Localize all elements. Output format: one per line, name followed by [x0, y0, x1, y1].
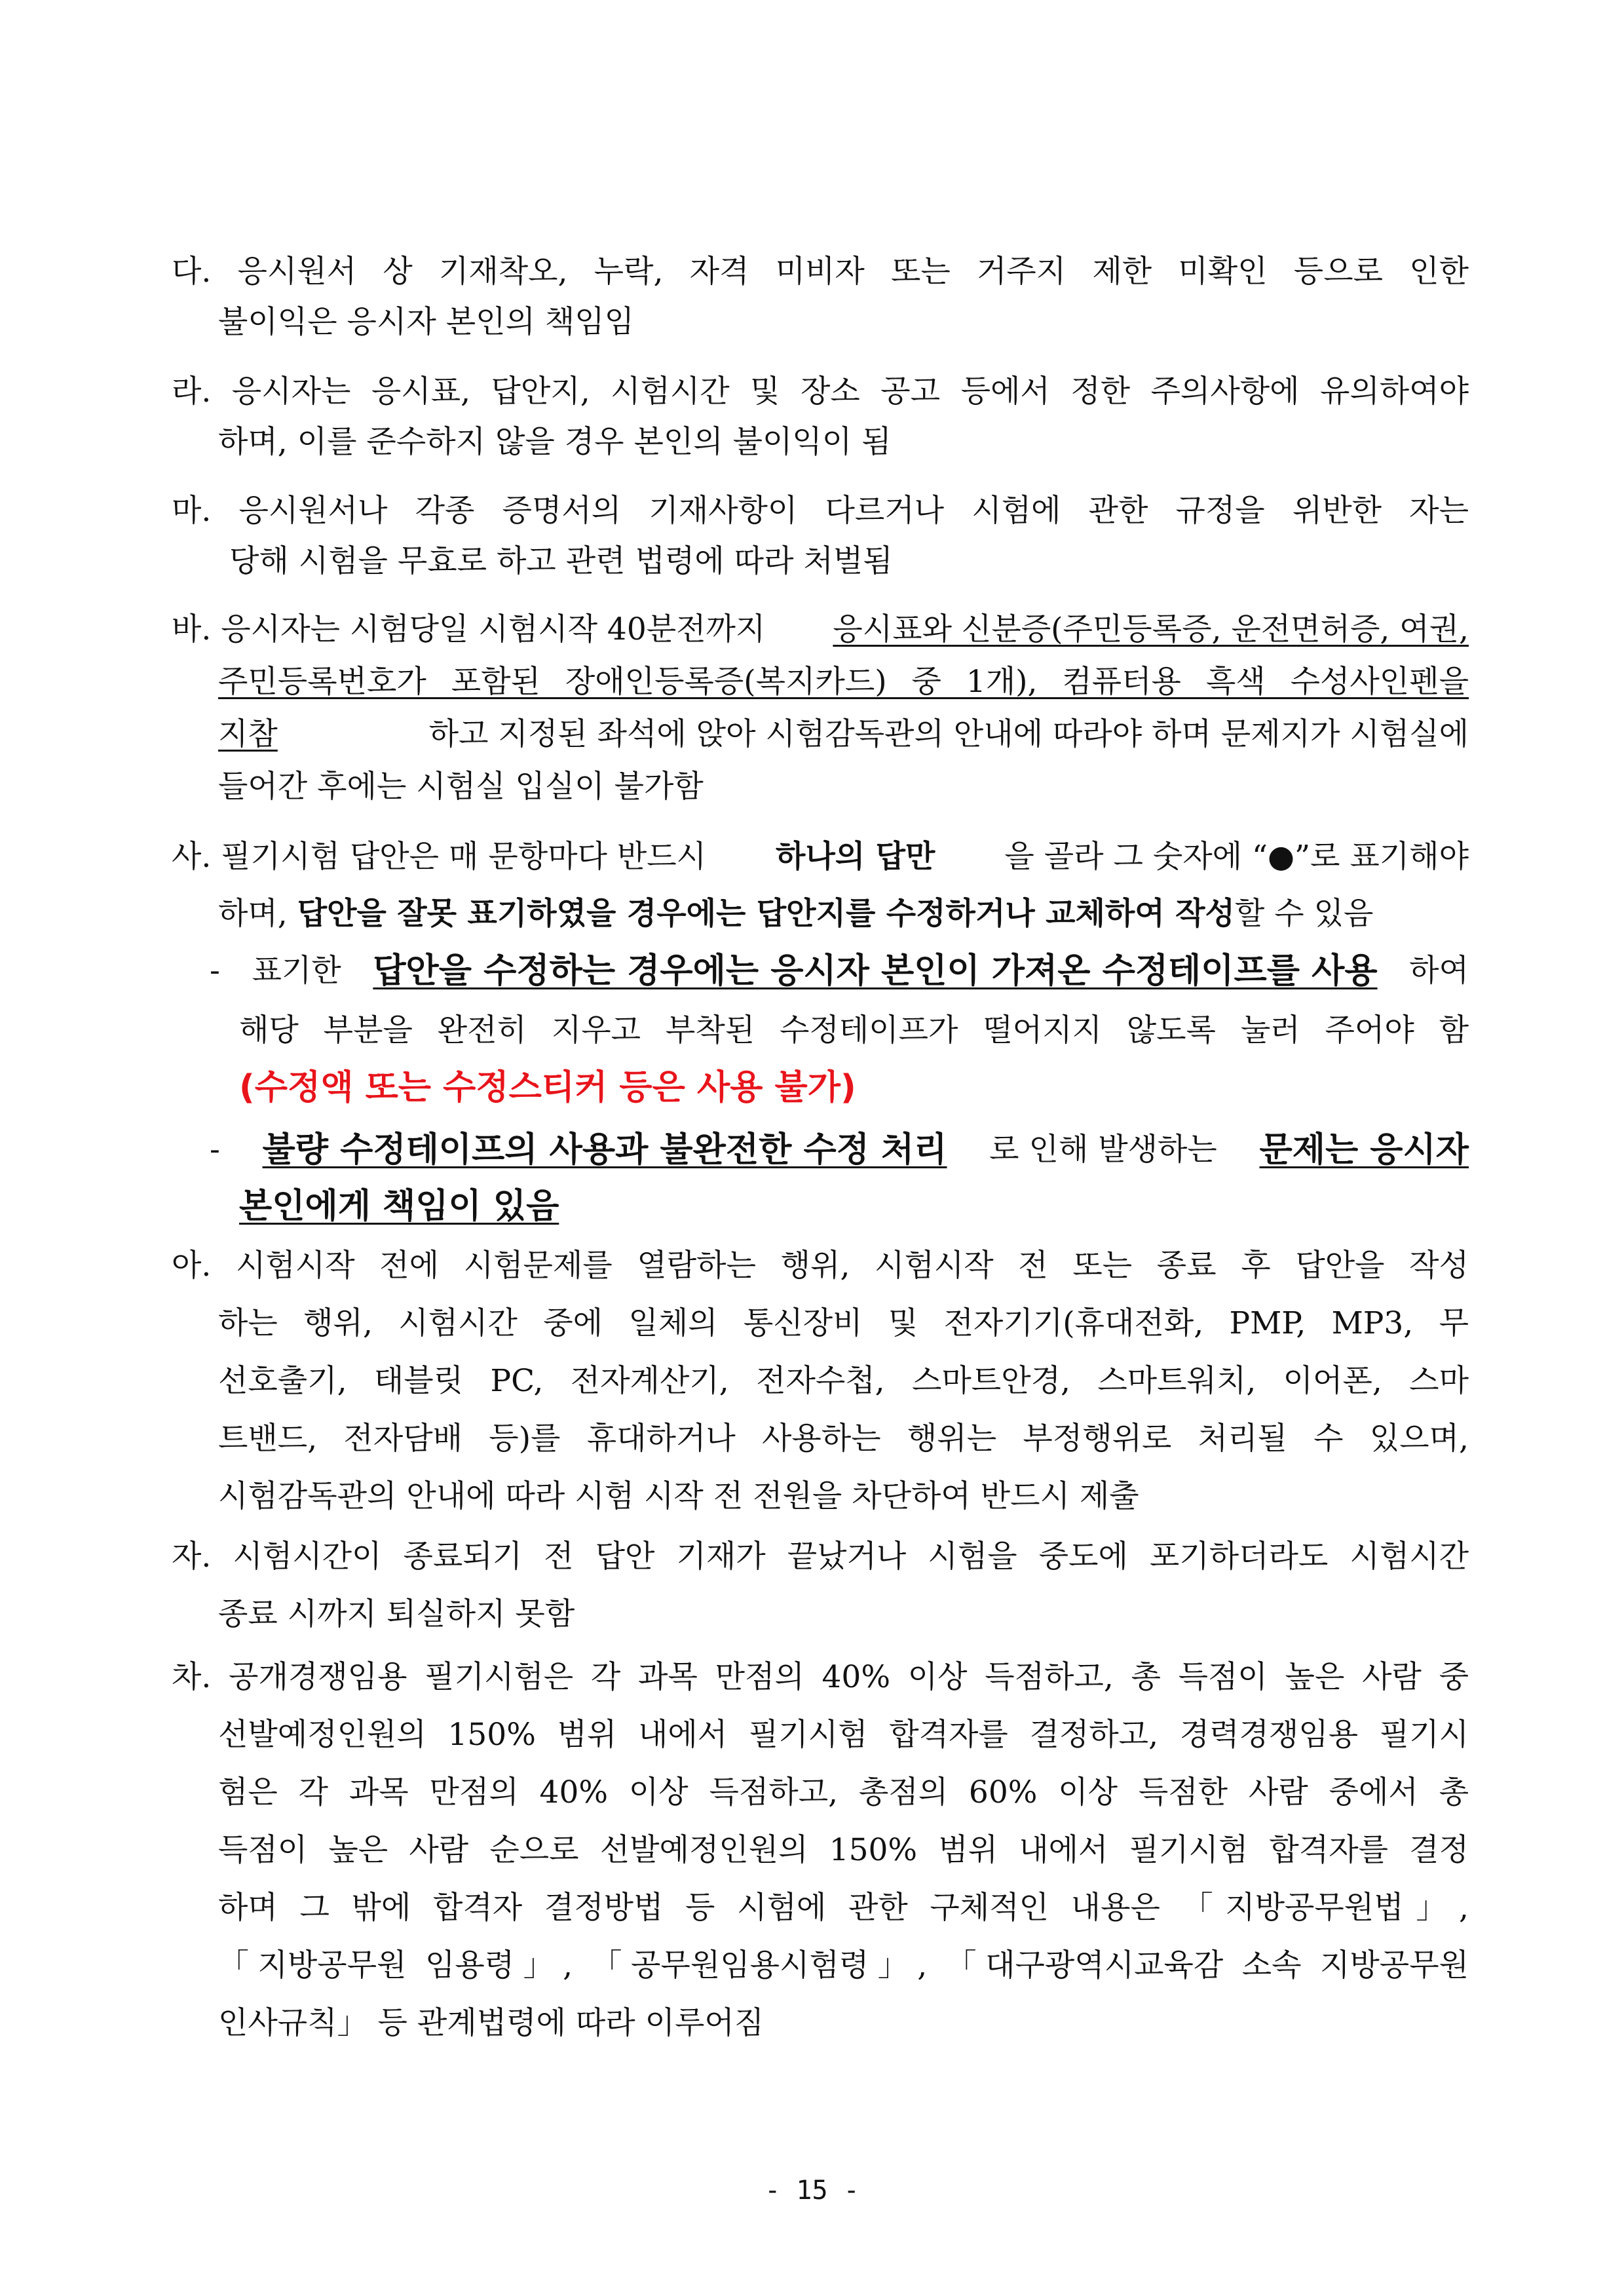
item-sa-sub2-bold-underlined: 불량 수정테이프의 사용과 불완전한 수정 처리 — [262, 1130, 947, 1170]
item-da-line-2: 불이익은 응시자 본인의 책임임 — [218, 304, 635, 340]
item-sa-sub1-bold-underlined: 답안을 수정하는 경우에는 응시자 본인이 가져온 수정테이프를 사용 — [373, 951, 1378, 991]
item-sa-sub1-line-1 — [210, 951, 1469, 991]
item-sa-line-1-text: 사. 필기시험 답안은 매 문항마다 반드시 — [172, 839, 707, 875]
item-ja-line-1: 자. 시험시간이 종료되기 전 답안 기재가 끝났거나 시험을 중도에 포기하더라도 시험시간 — [172, 1539, 1469, 1575]
item-cha-line-3: 험은 각 과목 만점의 40% 이상 득점하고, 총점의 60% 이상 득점한 사람 중에서 총 — [218, 1774, 1469, 1810]
item-ba-line-2: 주민등록번호가 포함된 장애인등록증(복지카드) 중 1개), 컴퓨터용 흑색 수성사인펜을 — [218, 664, 1469, 700]
item-ba-line-4: 들어간 후에는 시험실 입실이 불가함 — [218, 769, 704, 805]
item-ma-line-2: 당해 시험을 무효로 하고 관련 법령에 따라 처벌됨 — [229, 543, 893, 579]
item-ba-line-3 — [218, 715, 1469, 754]
item-sa-line-1-bold: 하나의 답만 — [776, 839, 935, 875]
item-sa-sub1-tail: 하여 — [1409, 953, 1469, 989]
item-cha-line-1: 차. 공개경쟁임용 필기시험은 각 과목 만점의 40% 이상 득점하고, 총 득점이 높은 사람 중 — [172, 1659, 1469, 1695]
item-sa-sub2-line-2: 본인에게 책임이 있음 — [239, 1187, 559, 1226]
item-a-line-1: 아. 시험시작 전에 시험문제를 열람하는 행위, 시험시작 전 또는 종료 후 답안을 작성 — [172, 1248, 1469, 1284]
item-a-line-2: 하는 행위, 시험시간 중에 일체의 통신장비 및 전자기기(휴대전화, PMP, MP3, 무 — [218, 1305, 1469, 1341]
item-cha-line-7: 인사규칙」 등 관계법령에 따라 이루어짐 — [218, 2005, 765, 2041]
item-sa-sub2-bold-underlined-2: 문제는 응시자 — [1259, 1130, 1469, 1170]
item-sa-line-1 — [172, 837, 1469, 877]
item-ra-line-2: 하며, 이를 준수하지 않을 경우 본인의 불이익이 됨 — [218, 424, 892, 460]
item-ja-line-2: 종료 시까지 퇴실하지 못함 — [218, 1596, 575, 1632]
item-sa-line-2-text: 하며, — [218, 896, 297, 932]
item-cha-line-4: 득점이 높은 사람 순으로 선발예정인원의 150% 범위 내에서 필기시험 합격자를 결정 — [218, 1832, 1469, 1868]
item-sa-sub2-line-1 — [210, 1130, 1469, 1170]
item-ba-line-3-underlined: 지참 — [218, 716, 278, 752]
item-ba-line-1-text: 바. 응시자는 시험당일 시험시작 40분전까지 — [172, 611, 766, 647]
item-ba-line-1 — [172, 610, 1469, 649]
item-sa-sub1-warning: (수정액 또는 수정스티커 등은 사용 불가) — [239, 1068, 856, 1107]
item-sa-sub1-text: 표기한 — [252, 953, 341, 989]
item-sa-sub2-text: 로 인해 발생하는 — [989, 1132, 1217, 1168]
item-sa-line-2-tail: 할 수 있음 — [1234, 896, 1374, 932]
item-sa-sub1-line-2: 해당 부분을 완전히 지우고 부착된 수정테이프가 떨어지지 않도록 눌러 주어야 함 — [239, 1012, 1469, 1048]
item-sa-sub2-dash: - — [210, 1132, 220, 1168]
item-sa-line-2 — [218, 894, 1373, 934]
item-sa-sub1-dash: - — [210, 953, 220, 989]
item-sa-line-2-bold: 답안을 잘못 표기하였을 경우에는 답안지를 수정하거나 교체하여 작성 — [297, 896, 1235, 932]
item-cha-line-6: 「지방공무원 임용령」, 「공무원임용시험령」, 「대구광역시교육감 소속 지방공무원 — [218, 1947, 1469, 1983]
item-ba-line-3-text: 하고 지정된 좌석에 앉아 시험감독관의 안내에 따라야 하며 문제지가 시험실에 — [428, 716, 1469, 752]
item-cha-line-5: 하며 그 밖에 합격자 결정방법 등 시험에 관한 구체적인 내용은 「지방공무원법」, — [218, 1890, 1469, 1926]
item-a-line-3: 선호출기, 태블릿 PC, 전자계산기, 전자수첩, 스마트안경, 스마트워치, 이어폰, 스마 — [218, 1363, 1469, 1399]
item-cha-line-2: 선발예정인원의 150% 범위 내에서 필기시험 합격자를 결정하고, 경력경쟁임용 필기시 — [218, 1717, 1469, 1753]
item-da-line-1: 다. 응시원서 상 기재착오, 누락, 자격 미비자 또는 거주지 제한 미확인 등으로 인한 — [172, 254, 1469, 290]
item-ba-line-1-underlined: 응시표와 신분증(주민등록증, 운전면허증, 여권, — [833, 611, 1469, 647]
item-sa-line-1-tail: 을 골라 그 숫자에 “●”로 표기해야 — [1004, 839, 1469, 875]
item-a-line-5: 시험감독관의 안내에 따라 시험 시작 전 전원을 차단하여 반드시 제출 — [218, 1478, 1139, 1514]
item-ra-line-1: 라. 응시자는 응시표, 답안지, 시험시간 및 장소 공고 등에서 정한 주의사항에 유의하여야 — [172, 373, 1469, 410]
item-ma-line-1: 마. 응시원서나 각종 증명서의 기재사항이 다르거나 시험에 관한 규정을 위반한 자는 — [172, 493, 1469, 529]
item-a-line-4: 트밴드, 전자담배 등)를 휴대하거나 사용하는 행위는 부정행위로 처리될 수 있으며, — [218, 1421, 1469, 1457]
page-number: - 15 - — [765, 2175, 859, 2206]
